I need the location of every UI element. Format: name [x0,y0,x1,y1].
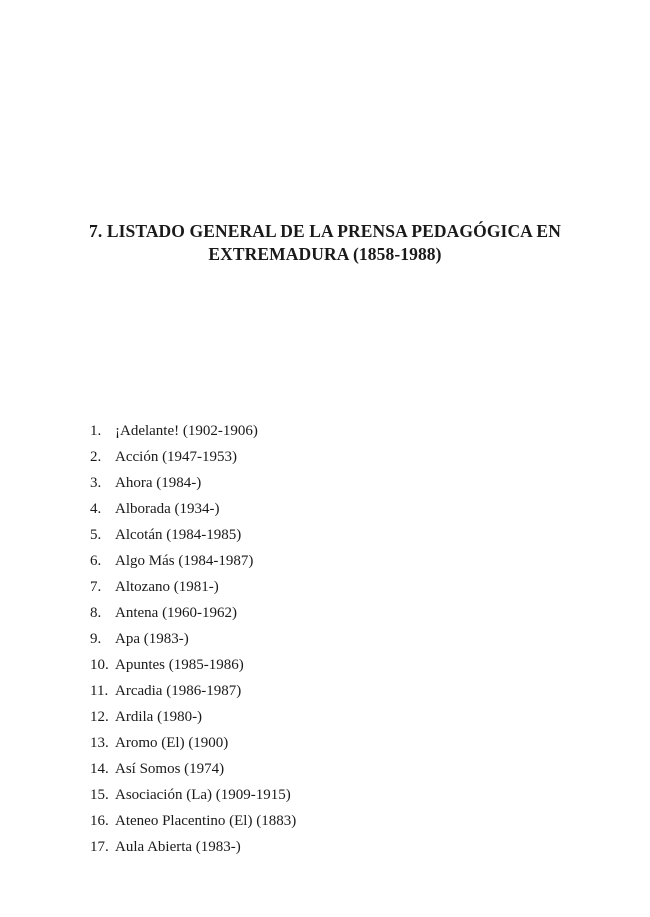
list-item-number: 4. [90,501,102,517]
list-item [90,498,296,524]
list-item-text: Arcadia (1986-1987) [115,683,242,699]
publication-list [90,420,296,862]
list-item [90,836,296,862]
list-item-text: Algo Más (1984-1987) [115,553,254,569]
list-item [90,706,296,732]
list-item-text: Apa (1983-) [115,631,189,647]
chapter-title-line-2: EXTREMADURA (1858-1988) [208,244,442,264]
list-item [90,576,296,602]
list-item [90,784,296,810]
list-item-number: 11. [90,683,109,699]
list-item [90,680,296,706]
list-item-number: 13. [90,735,109,751]
list-item [90,732,296,758]
list-item [90,810,296,836]
chapter-title [40,220,610,266]
list-item-text: Altozano (1981-) [115,579,219,595]
list-item-text: Acción (1947-1953) [115,449,238,465]
chapter-title-line-1: 7. LISTADO GENERAL DE LA PRENSA PEDAGÓGICA EN [89,221,561,241]
list-item-number: 16. [90,813,109,829]
list-item-number: 6. [90,553,102,569]
list-item-number: 12. [90,709,109,725]
list-item-number: 7. [90,579,102,595]
list-item [90,550,296,576]
list-item-text: Así Somos (1974) [115,761,225,777]
list-item-number: 9. [90,631,102,647]
list-item [90,758,296,784]
list-item-number: 5. [90,527,102,543]
list-item [90,472,296,498]
list-item-number: 17. [90,839,109,855]
list-item-text: Ateneo Placentino (El) (1883) [115,813,297,829]
list-item [90,446,296,472]
list-item-text: Alcotán (1984-1985) [115,527,242,543]
list-item-text: Ahora (1984-) [115,475,202,491]
list-item-text: Apuntes (1985-1986) [115,657,244,673]
list-item-text: Asociación (La) (1909-1915) [115,787,291,803]
list-item-text: Aromo (El) (1900) [115,735,229,751]
list-item-text: Aula Abierta (1983-) [115,839,241,855]
list-item-text: Ardila (1980-) [115,709,203,725]
list-item [90,654,296,680]
list-item-text: Antena (1960-1962) [115,605,238,621]
list-item-number: 14. [90,761,109,777]
list-item-number: 1. [90,423,102,439]
list-item [90,602,296,628]
list-item-number: 15. [90,787,109,803]
list-item [90,628,296,654]
list-item-text: ¡Adelante! (1902-1906) [115,423,258,439]
list-item [90,524,296,550]
list-item-number: 2. [90,449,102,465]
list-item-number: 10. [90,657,109,673]
list-item-text: Alborada (1934-) [115,501,220,517]
list-item-number: 3. [90,475,102,491]
list-item-number: 8. [90,605,102,621]
list-item [90,420,296,446]
